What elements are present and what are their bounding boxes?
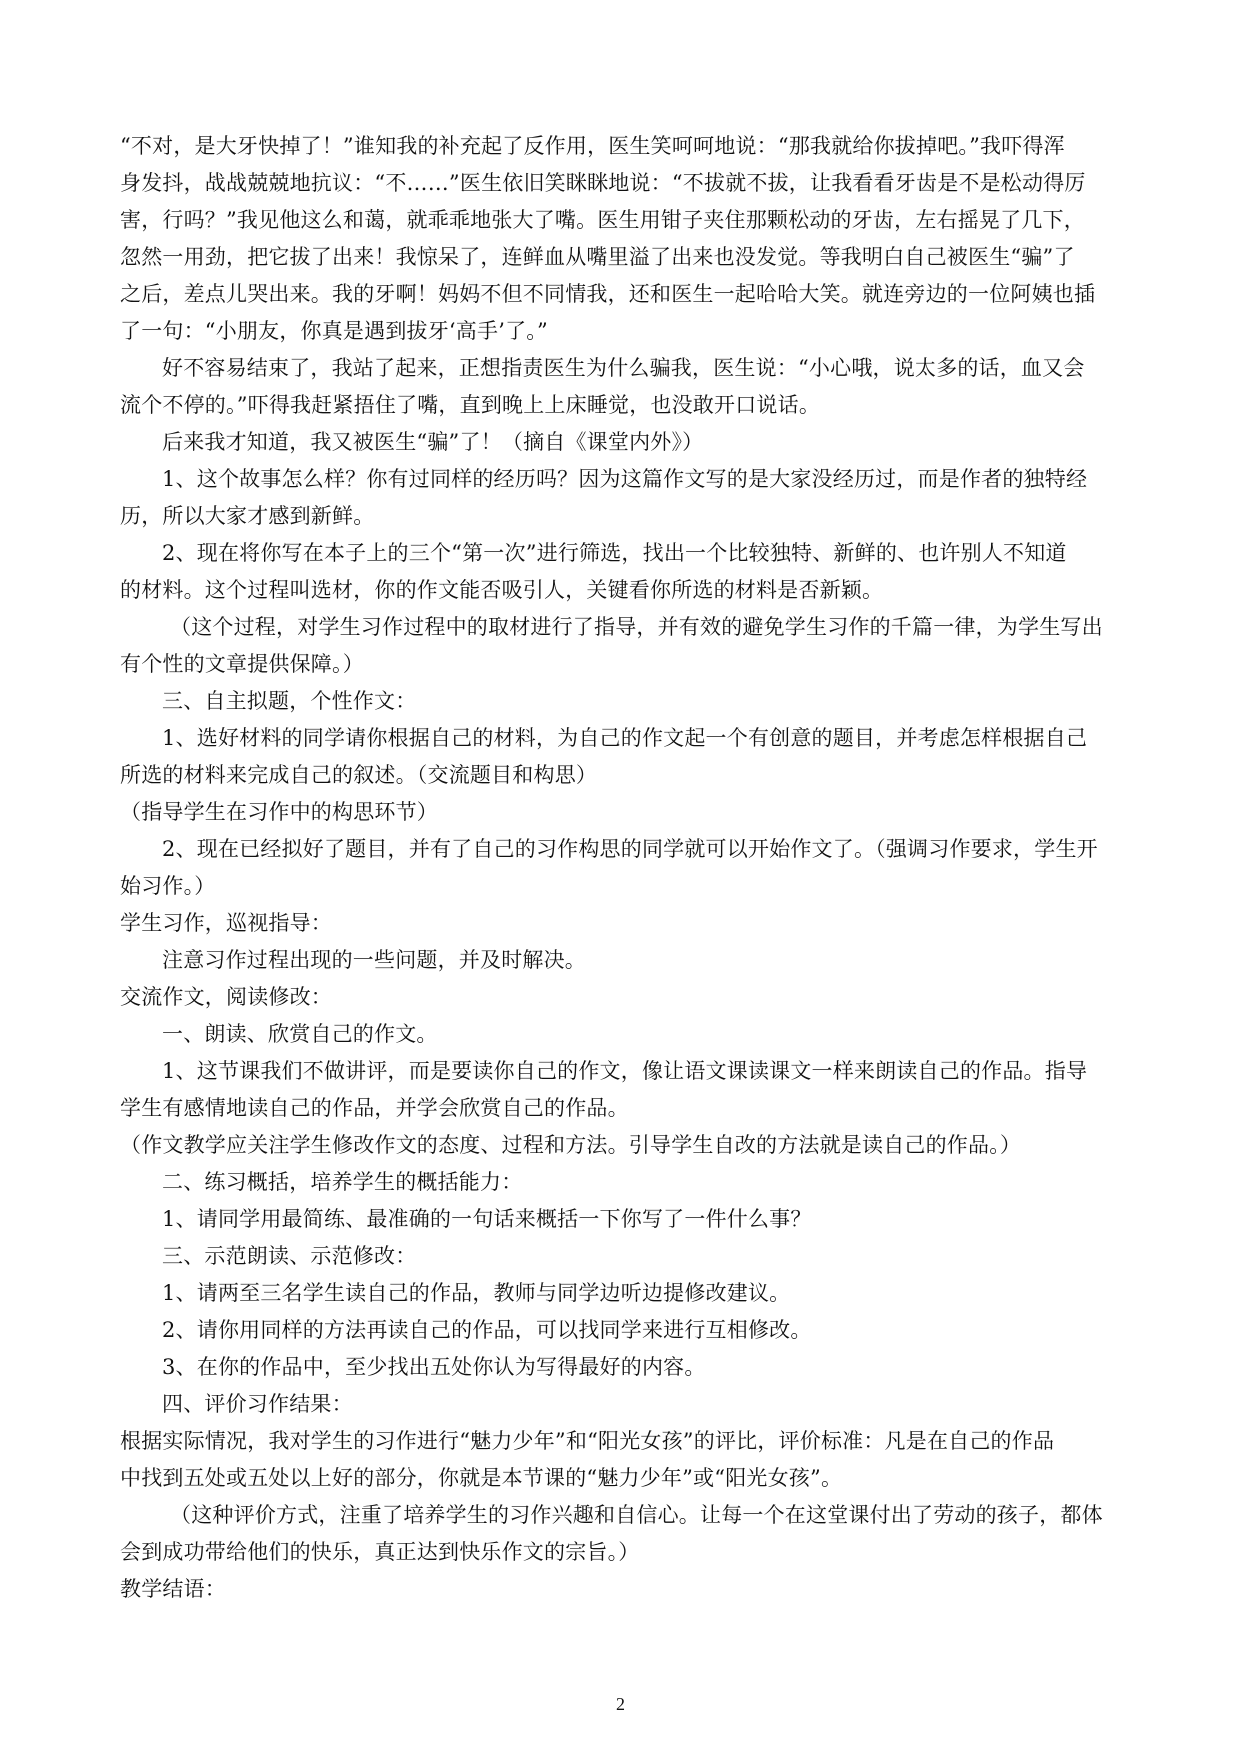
text-line: 害，行吗？”我见他这么和蔼，就乖乖地张大了嘴。医生用钳子夹住那颗松动的牙齿，左右摇晃了几下， [120,208,1085,232]
text-line: 流个不停的。”吓得我赶紧捂住了嘴，直到晚上上床睡觉，也没敢开口说话。 [120,393,821,417]
text-line: 1、请同学用最简练、最准确的一句话来概括一下你写了一件什么事？ [162,1207,812,1231]
text-line: 身发抖，战战兢兢地抗议：“不……”医生依旧笑眯眯地说：“不拔就不拔，让我看看牙齿是不是松动得厉 [120,171,1086,195]
text-line: 2、现在将你写在本子上的三个“第一次”进行筛选，找出一个比较独特、新鲜的、也许别人不知道 [162,541,1067,565]
text-line: 中找到五处或五处以上好的部分，你就是本节课的“魅力少年”或“阳光女孩”。 [120,1466,843,1490]
text-line: 历，所以大家才感到新鲜。 [120,504,375,528]
text-line: 后来我才知道，我又被医生“骗”了！（摘自《课堂内外》） [162,430,704,454]
text-line: 了一句：“小朋友，你真是遇到拔牙‘高手’了。” [120,319,548,343]
text-line: （这个过程，对学生习作过程中的取材进行了指导，并有效的避免学生习作的千篇一律，为学生写出 [170,615,1103,639]
text-line: 学生有感情地读自己的作品，并学会欣赏自己的作品。 [120,1096,629,1120]
text-line: “不对，是大牙快掉了！”谁知我的补充起了反作用，医生笑呵呵地说：“那我就给你拔掉吧。”我吓得浑 [120,134,1065,158]
text-line: 注意习作过程出现的一些问题，并及时解决。 [162,948,586,972]
text-line: 3、在你的作品中，至少找出五处你认为写得最好的内容。 [162,1355,706,1379]
text-line: （指导学生在习作中的构思环节） [120,800,438,824]
text-line: 会到成功带给他们的快乐，真正达到快乐作文的宗旨。） [120,1540,640,1564]
text-line: 忽然一用劲，把它拔了出来！我惊呆了，连鲜血从嘴里溢了出来也没发觉。等我明白自己被医生“骗”了 [120,245,1075,269]
text-line: 所选的材料来完成自己的叙述。（交流题目和构思） [120,763,598,787]
text-line: 之后，差点儿哭出来。我的牙啊！妈妈不但不同情我，还和医生一起哈哈大笑。就连旁边的一位阿姨也插 [120,282,1096,306]
text-line: 始习作。） [120,874,216,898]
document-body [120,128,1125,1608]
text-line: 学生习作，巡视指导： [120,911,332,935]
text-line: 1、这节课我们不做讲评，而是要读你自己的作文，像让语文课读课文一样来朗读自己的作品。指导 [162,1059,1088,1083]
text-line: 教学结语： [120,1577,226,1601]
text-line: 交流作文，阅读修改： [120,985,332,1009]
text-line: 2、请你用同样的方法再读自己的作品，可以找同学来进行互相修改。 [162,1318,812,1342]
text-line: 一、朗读、欣赏自己的作文。 [162,1022,438,1046]
text-line: 三、自主拟题，个性作文： [162,689,417,713]
text-line: 二、练习概括，培养学生的概括能力： [162,1170,523,1194]
text-line: 的材料。这个过程叫选材，你的作文能否吸引人，关键看你所选的材料是否新颖。 [120,578,884,602]
page-number: 2 [616,1694,625,1714]
text-line: 有个性的文章提供保障。） [120,652,364,676]
text-line: （这种评价方式，注重了培养学生的习作兴趣和自信心。让每一个在这堂课付出了劳动的孩子，都体 [170,1503,1103,1527]
text-line: 四、评价习作结果： [162,1392,353,1416]
text-line: 好不容易结束了，我站了起来，正想指责医生为什么骗我，医生说：“小心哦，说太多的话，血又会 [162,356,1085,380]
text-line: 1、请两至三名学生读自己的作品，教师与同学边听边提修改建议。 [162,1281,791,1305]
text-line: 1、选好材料的同学请你根据自己的材料，为自己的作文起一个有创意的题目，并考虑怎样根据自己 [162,726,1088,750]
text-line: 根据实际情况，我对学生的习作进行“魅力少年”和“阳光女孩”的评比，评价标准：凡是在自己的作品 [120,1429,1055,1453]
text-line: 三、示范朗读、示范修改： [162,1244,417,1268]
text-line: （作文教学应关注学生修改作文的态度、过程和方法。引导学生自改的方法就是读自己的作品。） [120,1133,1022,1157]
text-line: 2、现在已经拟好了题目，并有了自己的习作构思的同学就可以开始作文了。（强调习作要求，学生开 [162,837,1098,861]
text-line: 1、这个故事怎么样？你有过同样的经历吗？因为这篇作文写的是大家没经历过，而是作者的独特经 [162,467,1088,491]
